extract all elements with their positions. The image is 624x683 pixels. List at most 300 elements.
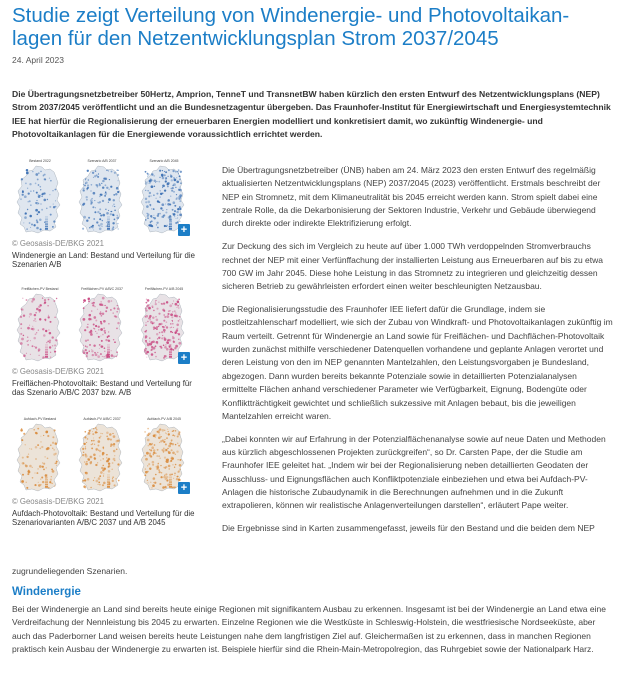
- map-density-dot: [94, 457, 96, 459]
- map-density-dot: [93, 428, 94, 429]
- map-density-dot: [98, 477, 101, 480]
- map-density-dot: [97, 176, 99, 178]
- map-legend-swatch: [107, 484, 110, 486]
- map-density-dot: [102, 200, 104, 202]
- map-density-dot: [23, 433, 25, 435]
- map-density-dot: [87, 339, 88, 340]
- map-density-dot: [165, 325, 166, 326]
- map-density-dot: [96, 429, 97, 430]
- map-density-dot: [167, 448, 168, 449]
- map-density-dot: [98, 336, 100, 338]
- map-density-dot: [50, 180, 52, 182]
- map-density-dot: [167, 313, 169, 315]
- map-density-dot: [102, 433, 103, 434]
- map-density-dot: [36, 332, 37, 333]
- map-density-dot: [169, 203, 171, 205]
- map-density-dot: [179, 175, 181, 177]
- map-density-dot: [91, 349, 92, 350]
- map-density-dot: [163, 447, 165, 449]
- map-density-dot: [175, 171, 176, 172]
- map-density-dot: [22, 481, 23, 482]
- map-density-dot: [166, 348, 169, 351]
- map-density-dot: [166, 433, 167, 434]
- map-density-dot: [153, 449, 155, 451]
- map-density-dot: [154, 482, 156, 484]
- map-density-dot: [113, 199, 115, 201]
- map-density-dot: [82, 204, 84, 206]
- map-density-dot: [159, 471, 161, 473]
- image-copyright: © Geosasis-DE/BKG 2021: [12, 497, 104, 506]
- map-density-dot: [151, 353, 154, 356]
- map-density-dot: [175, 345, 178, 348]
- map-density-dot: [29, 183, 31, 185]
- map-density-dot: [32, 345, 34, 347]
- map-legend-swatch: [107, 221, 110, 223]
- map-density-dot: [53, 220, 55, 222]
- map-density-dot: [29, 222, 31, 224]
- zoom-plus-icon[interactable]: +: [178, 224, 190, 236]
- map-density-dot: [52, 436, 54, 438]
- map-density-dot: [50, 444, 52, 446]
- map-density-dot: [150, 449, 152, 451]
- map-density-dot: [98, 484, 99, 485]
- map-density-dot: [171, 443, 172, 444]
- map-density-dot: [85, 183, 86, 184]
- map-density-dot: [87, 438, 89, 440]
- map-density-dot: [83, 302, 84, 303]
- map-density-dot: [116, 311, 118, 313]
- map-density-dot: [149, 182, 151, 184]
- map-density-dot: [97, 326, 99, 328]
- map-density-dot: [40, 171, 42, 173]
- map-density-dot: [46, 342, 47, 343]
- map-density-dot: [34, 318, 36, 320]
- map-density-dot: [175, 464, 177, 466]
- map-density-dot: [111, 300, 113, 302]
- map-density-dot: [172, 213, 173, 214]
- map-density-dot: [172, 332, 173, 333]
- map-density-dot: [96, 185, 98, 187]
- map-density-dot: [158, 337, 160, 339]
- body-paragraph: „Dabei konnten wir auf Erfahrung in der Potenzialflächenanalyse sowie auf neue Daten und Methoden aus kürzlich abgeschlossenen Projekten zurückgreifen“, so Dr. Carsten Pape, der die Studie am Fraunhofer IEE geleitet hat. „Indem wir bei der Regionalisierung neben detaillierten Geodaten der Ausschluss- und Eignungsflächen auch Konfliktpotenziale einbeziehen und etwa bei Aufdach-PV-Anlagen die historische Zubaudynamik in die Berechnungen aufnehmen und in die Zukunft extrapolieren, können wir realistische Anlagenverteilungen darstellen“, erläutert Pape weiter.: [222, 433, 606, 511]
- map-density-dot: [56, 298, 57, 299]
- map-density-dot: [146, 213, 147, 214]
- map-density-dot: [176, 328, 178, 330]
- map-density-dot: [149, 316, 151, 318]
- page-title: [12, 4, 612, 50]
- map-density-dot: [44, 456, 45, 457]
- map-legend-swatch: [45, 486, 48, 488]
- map-legend-swatch: [107, 354, 110, 356]
- map-density-dot: [92, 304, 94, 306]
- map-density-dot: [109, 189, 110, 190]
- map-density-dot: [175, 454, 176, 455]
- map-density-dot: [42, 193, 43, 194]
- map-density-dot: [99, 201, 101, 203]
- map-density-dot: [173, 349, 175, 351]
- map-density-dot: [41, 209, 43, 211]
- map-density-dot: [103, 320, 106, 323]
- figure-wind: [12, 160, 202, 270]
- map-density-dot: [36, 200, 37, 201]
- map-density-dot: [86, 355, 88, 357]
- map-density-dot: [113, 339, 114, 340]
- map-density-dot: [165, 478, 167, 480]
- map-density-dot: [164, 331, 165, 332]
- map-density-dot: [145, 171, 147, 173]
- map-density-dot: [91, 310, 93, 312]
- map-density-dot: [55, 189, 57, 191]
- map-density-dot: [162, 177, 165, 180]
- map-density-dot: [55, 339, 57, 341]
- map-density-dot: [146, 205, 149, 208]
- map-density-dot: [160, 465, 161, 466]
- map-density-dot: [104, 351, 105, 352]
- map-density-dot: [116, 351, 118, 353]
- map-density-dot: [112, 312, 113, 313]
- map-density-dot: [46, 448, 49, 451]
- map-density-dot: [112, 462, 114, 464]
- map-density-dot: [29, 448, 30, 449]
- map-density-dot: [162, 429, 165, 432]
- map-density-dot: [178, 479, 180, 481]
- map-density-dot: [27, 340, 28, 341]
- map-density-dot: [110, 439, 112, 441]
- map-density-dot: [162, 326, 164, 328]
- map-density-dot: [43, 435, 44, 436]
- map-density-dot: [157, 338, 158, 339]
- map-density-dot: [152, 484, 155, 487]
- map-density-dot: [94, 477, 95, 478]
- map-density-dot: [85, 472, 87, 474]
- map-density-dot: [149, 337, 150, 338]
- map-density-dot: [175, 444, 176, 445]
- map-density-dot: [144, 431, 146, 433]
- map-density-dot: [153, 482, 154, 483]
- germany-map: [12, 164, 68, 236]
- map-density-dot: [174, 310, 176, 312]
- map-density-dot: [175, 218, 176, 219]
- map-density-dot: [41, 477, 43, 479]
- map-density-dot: [100, 301, 101, 302]
- map-density-dot: [156, 341, 159, 344]
- map-density-dot: [103, 465, 104, 466]
- map-density-dot: [149, 341, 150, 342]
- map-density-dot: [166, 479, 168, 481]
- map-label: Freiflächen-PV A/B 2045: [144, 287, 184, 291]
- map-density-dot: [170, 174, 171, 175]
- map-density-dot: [179, 431, 181, 433]
- map-density-dot: [83, 452, 84, 453]
- map-density-dot: [112, 222, 114, 224]
- map-legend-swatch: [169, 226, 172, 228]
- map-thumbnail: [12, 418, 68, 494]
- map-density-dot: [92, 354, 94, 356]
- map-density-dot: [113, 435, 116, 438]
- map-density-dot: [117, 191, 119, 193]
- map-density-dot: [86, 199, 88, 201]
- map-density-dot: [40, 203, 41, 204]
- map-legend-swatch: [169, 479, 172, 481]
- map-density-dot: [162, 309, 165, 312]
- map-density-dot: [50, 479, 52, 481]
- map-density-dot: [149, 468, 151, 470]
- map-density-dot: [153, 477, 155, 479]
- map-density-dot: [32, 467, 33, 468]
- map-density-dot: [88, 217, 90, 219]
- map-density-dot: [96, 333, 97, 334]
- map-density-dot: [179, 200, 181, 202]
- map-density-dot: [37, 214, 39, 216]
- map-density-dot: [172, 337, 175, 340]
- map-density-dot: [23, 335, 25, 337]
- map-density-dot: [163, 357, 165, 359]
- map-density-dot: [29, 215, 32, 218]
- map-density-dot: [144, 350, 146, 352]
- map-density-dot: [99, 484, 100, 485]
- map-density-dot: [165, 177, 167, 179]
- map-density-dot: [162, 210, 163, 211]
- map-legend-swatch: [107, 344, 110, 346]
- map-density-dot: [167, 342, 169, 344]
- map-density-dot: [174, 467, 175, 468]
- map-density-dot: [25, 182, 27, 184]
- map-group[interactable]: [12, 418, 202, 494]
- map-density-dot: [89, 344, 91, 346]
- map-density-dot: [148, 307, 151, 310]
- map-density-dot: [162, 170, 163, 171]
- map-density-dot: [90, 226, 92, 228]
- map-density-dot: [159, 177, 161, 179]
- map-density-dot: [164, 171, 165, 172]
- map-density-dot: [95, 184, 96, 185]
- map-density-dot: [98, 482, 100, 484]
- map-density-dot: [149, 454, 151, 456]
- map-density-dot: [40, 189, 41, 190]
- map-density-dot: [44, 302, 46, 304]
- map-density-dot: [89, 351, 90, 352]
- map-density-dot: [90, 487, 92, 489]
- map-density-dot: [35, 333, 37, 335]
- map-density-dot: [21, 178, 23, 180]
- map-density-dot: [105, 209, 106, 210]
- map-density-dot: [93, 440, 95, 442]
- map-density-dot: [86, 461, 87, 462]
- map-density-dot: [28, 471, 31, 474]
- map-density-dot: [155, 474, 157, 476]
- map-density-dot: [85, 447, 86, 448]
- map-density-dot: [36, 227, 39, 230]
- map-density-dot: [84, 461, 86, 463]
- map-density-dot: [180, 171, 182, 173]
- map-legend-swatch: [45, 344, 48, 346]
- map-legend-swatch: [45, 218, 48, 220]
- map-density-dot: [97, 309, 98, 310]
- publish-date: 24. April 2023: [12, 55, 64, 65]
- map-density-dot: [178, 173, 179, 174]
- map-density-dot: [172, 185, 173, 186]
- map-density-dot: [29, 200, 31, 202]
- map-density-dot: [159, 332, 161, 334]
- map-density-dot: [91, 461, 92, 462]
- map-density-dot: [153, 310, 155, 312]
- map-density-dot: [177, 476, 178, 477]
- map-density-dot: [163, 441, 165, 443]
- map-legend-swatch: [45, 228, 48, 230]
- map-density-dot: [84, 479, 86, 481]
- map-density-dot: [87, 324, 88, 325]
- map-density-dot: [35, 183, 37, 185]
- germany-map: [12, 292, 68, 364]
- map-density-dot: [177, 305, 179, 307]
- map-density-dot: [170, 195, 171, 196]
- map-density-dot: [147, 201, 150, 204]
- map-label: Aufdach-PV Bestand: [23, 417, 57, 421]
- map-density-dot: [35, 209, 38, 212]
- map-density-dot: [40, 228, 42, 230]
- map-density-dot: [113, 445, 115, 447]
- map-density-dot: [144, 474, 146, 476]
- map-density-dot: [21, 308, 23, 310]
- map-density-dot: [150, 205, 151, 206]
- map-legend-swatch: [169, 218, 172, 220]
- map-density-dot: [95, 331, 96, 332]
- map-density-dot: [144, 455, 146, 457]
- map-density-dot: [100, 436, 101, 437]
- map-density-dot: [52, 470, 55, 473]
- zoom-plus-icon[interactable]: +: [178, 482, 190, 494]
- image-copyright: © Geosasis-DE/BKG 2021: [12, 239, 104, 248]
- map-density-dot: [106, 212, 109, 215]
- body-paragraph: Die Ergebnisse sind in Karten zusammengefasst, jeweils für den Bestand und die beiden dem NEP: [222, 523, 595, 534]
- map-density-dot: [105, 184, 107, 186]
- map-density-dot: [163, 329, 166, 332]
- map-density-dot: [155, 453, 156, 454]
- map-density-dot: [100, 311, 101, 312]
- body-paragraph-continuation: zugrundeliegenden Szenarien.: [12, 566, 128, 576]
- map-density-dot: [40, 478, 41, 479]
- map-density-dot: [173, 191, 174, 192]
- map-density-dot: [26, 169, 29, 172]
- map-density-dot: [106, 226, 107, 227]
- map-density-dot: [160, 440, 162, 442]
- map-density-dot: [179, 459, 181, 461]
- map-density-dot: [158, 323, 160, 325]
- map-legend-swatch: [107, 223, 110, 225]
- map-density-dot: [172, 431, 173, 432]
- map-density-dot: [156, 328, 158, 330]
- map-density-dot: [179, 316, 180, 317]
- map-density-dot: [99, 455, 100, 456]
- map-legend-swatch: [45, 481, 48, 483]
- map-density-dot: [147, 176, 148, 177]
- image-copyright: © Geosasis-DE/BKG 2021: [12, 367, 104, 376]
- map-legend-swatch: [45, 226, 48, 228]
- page-title-line-2: lagen für den Netzentwicklungsplan Strom 2037/2045: [12, 27, 499, 50]
- map-density-dot: [177, 435, 179, 437]
- map-density-dot: [82, 454, 84, 456]
- map-density-dot: [82, 480, 84, 482]
- map-density-dot: [38, 306, 40, 308]
- map-density-dot: [149, 224, 152, 227]
- map-legend-swatch: [169, 356, 172, 358]
- map-density-dot: [110, 443, 112, 445]
- map-density-dot: [84, 184, 86, 186]
- map-density-dot: [167, 183, 169, 185]
- map-density-dot: [82, 189, 84, 191]
- map-density-dot: [177, 208, 179, 210]
- map-density-dot: [170, 175, 172, 177]
- map-density-dot: [97, 352, 98, 353]
- map-density-dot: [168, 468, 169, 469]
- map-density-dot: [27, 188, 28, 189]
- map-density-dot: [165, 433, 166, 434]
- map-legend-swatch: [107, 356, 110, 358]
- figure-rooftop-pv: [12, 418, 202, 528]
- map-density-dot: [47, 435, 49, 437]
- map-density-dot: [117, 228, 118, 229]
- map-density-dot: [98, 329, 99, 330]
- map-density-dot: [172, 336, 173, 337]
- map-density-dot: [171, 190, 173, 192]
- map-density-dot: [27, 327, 30, 330]
- map-density-dot: [32, 171, 33, 172]
- map-thumbnail: [74, 160, 130, 236]
- map-density-dot: [103, 482, 106, 485]
- map-density-dot: [42, 462, 43, 463]
- map-density-dot: [115, 478, 116, 479]
- map-density-dot: [92, 206, 94, 208]
- map-density-dot: [154, 186, 155, 187]
- map-density-dot: [54, 485, 55, 486]
- map-density-dot: [174, 486, 176, 488]
- map-density-dot: [157, 213, 159, 215]
- map-density-dot: [102, 484, 104, 486]
- map-density-dot: [112, 214, 114, 216]
- map-group[interactable]: [12, 160, 202, 236]
- map-density-dot: [94, 175, 96, 177]
- map-density-dot: [113, 194, 115, 196]
- map-density-dot: [92, 431, 93, 432]
- map-density-dot: [38, 211, 40, 213]
- map-group[interactable]: [12, 288, 202, 364]
- map-density-dot: [104, 330, 106, 332]
- map-density-dot: [101, 345, 104, 348]
- map-density-dot: [168, 169, 170, 171]
- map-density-dot: [161, 331, 163, 333]
- map-density-dot: [178, 470, 179, 471]
- map-density-dot: [22, 298, 23, 299]
- map-legend-swatch: [169, 476, 172, 478]
- map-density-dot: [32, 477, 34, 479]
- map-density-dot: [165, 449, 168, 452]
- map-density-dot: [164, 225, 166, 227]
- map-density-dot: [103, 475, 104, 476]
- map-density-dot: [147, 299, 150, 302]
- map-density-dot: [155, 198, 156, 199]
- zoom-plus-icon[interactable]: +: [178, 352, 190, 364]
- map-density-dot: [56, 465, 57, 466]
- map-density-dot: [99, 213, 101, 215]
- map-density-dot: [54, 344, 56, 346]
- map-density-dot: [171, 449, 173, 451]
- map-density-dot: [151, 344, 152, 345]
- map-density-dot: [115, 316, 117, 318]
- map-density-dot: [83, 184, 84, 185]
- map-density-dot: [26, 482, 27, 483]
- germany-map: [74, 164, 130, 236]
- map-density-dot: [176, 478, 178, 480]
